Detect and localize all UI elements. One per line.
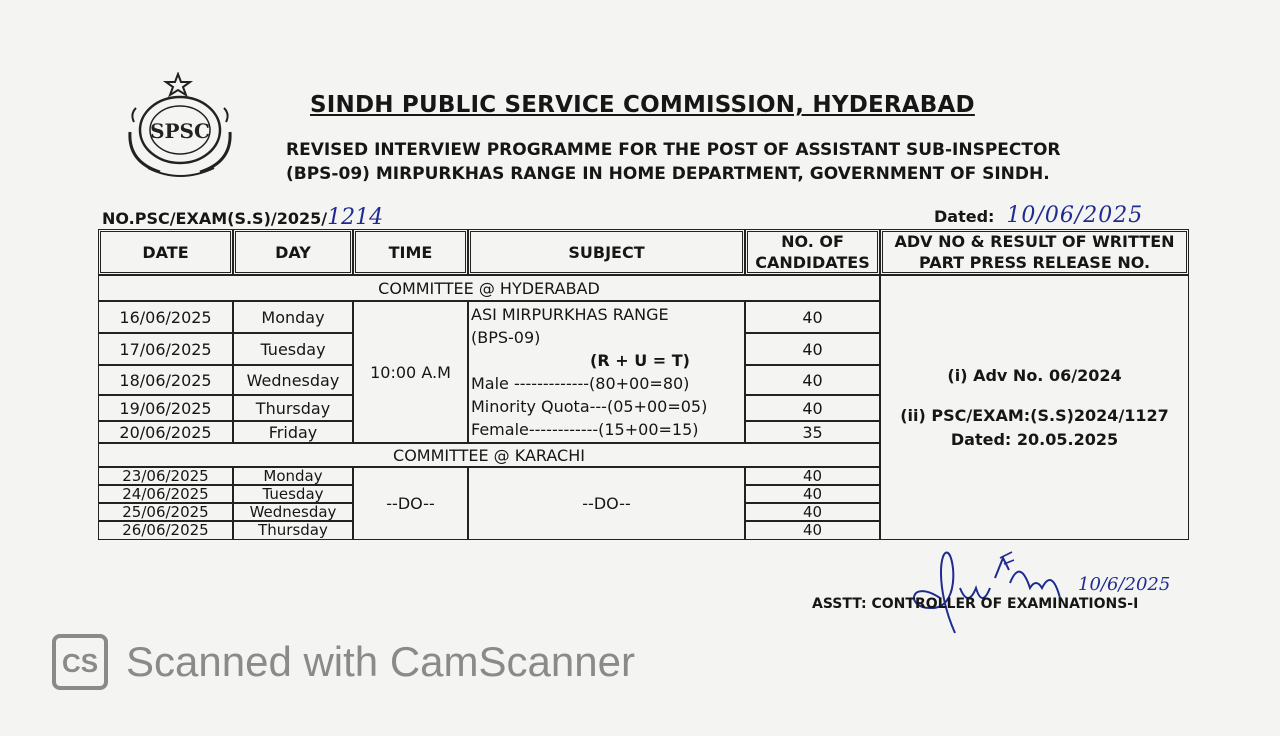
- table-row-date: 16/06/2025: [98, 301, 233, 333]
- adv-result-details: [880, 275, 1189, 540]
- document-subtitle: [286, 138, 1106, 186]
- svg-text:SPSC: SPSC: [150, 119, 210, 143]
- reference-number: [102, 205, 383, 230]
- table-row-date: 23/06/2025: [98, 467, 233, 485]
- table-row-day: Monday: [233, 467, 353, 485]
- table-row-day: Tuesday: [233, 333, 353, 365]
- reference-handwritten-number: 1214: [327, 205, 384, 230]
- karachi-time: --DO--: [353, 467, 468, 540]
- table-row-day: Thursday: [233, 395, 353, 421]
- svg-text:10/6/2025: 10/6/2025: [1078, 574, 1171, 595]
- camscanner-watermark-text: Scanned with CamScanner: [126, 638, 635, 685]
- table-row-candidates: 40: [745, 395, 880, 421]
- table-row-date: 20/06/2025: [98, 421, 233, 443]
- header-time: TIME: [353, 229, 468, 275]
- subject-male-quota: Male -------------(80+00=80): [471, 374, 690, 393]
- header-date: DATE: [98, 229, 233, 275]
- header-candidates: NO. OF CANDIDATES: [745, 229, 880, 275]
- dated-handwritten: 10/06/2025: [1006, 203, 1144, 228]
- document-title: SINDH PUBLIC SERVICE COMMISSION, HYDERABAD: [310, 92, 975, 118]
- subject-line-1: ASI MIRPURKHAS RANGE: [471, 305, 669, 324]
- table-row-candidates: 40: [745, 365, 880, 395]
- adv-line-1: (i) Adv No. 06/2024: [947, 365, 1122, 385]
- subject-formula: (R + U = T): [590, 351, 690, 370]
- table-row-candidates: 35: [745, 421, 880, 443]
- committee-hyderabad-band: COMMITTEE @ HYDERABAD: [98, 275, 880, 301]
- table-row-day: Friday: [233, 421, 353, 443]
- subject-minority-quota: Minority Quota---(05+00=05): [471, 397, 708, 416]
- subtitle-line-1: REVISED INTERVIEW PROGRAMME FOR THE POST OF ASSISTANT SUB-INSPECTOR: [286, 140, 1061, 160]
- interview-schedule-table: [98, 229, 1189, 540]
- document-date: [934, 203, 1143, 228]
- header-adv-result: ADV NO & RESULT OF WRITTEN PART PRESS RELEASE NO.: [880, 229, 1189, 275]
- adv-line-2: (ii) PSC/EXAM:(S.S)2024/1127: [900, 405, 1169, 425]
- reference-label: NO.PSC/EXAM(S.S)/2025/: [102, 209, 328, 228]
- table-row-candidates: 40: [745, 485, 880, 503]
- karachi-subject: --DO--: [468, 467, 745, 540]
- table-row-date: 18/06/2025: [98, 365, 233, 395]
- table-row-date: 26/06/2025: [98, 521, 233, 540]
- table-row-candidates: 40: [745, 467, 880, 485]
- table-row-date: 19/06/2025: [98, 395, 233, 421]
- table-row-day: Tuesday: [233, 485, 353, 503]
- table-row-date: 24/06/2025: [98, 485, 233, 503]
- signer-title: ASSTT: CONTROLLER OF EXAMINATIONS-I: [812, 596, 1139, 612]
- table-row-day: Wednesday: [233, 503, 353, 521]
- table-row-candidates: 40: [745, 333, 880, 365]
- subject-line-2: (BPS-09): [471, 328, 541, 347]
- subtitle-line-2: (BPS-09) MIRPURKHAS RANGE IN HOME DEPARTMENT, GOVERNMENT OF SINDH.: [286, 164, 1050, 184]
- committee-karachi-band: COMMITTEE @ KARACHI: [98, 443, 880, 467]
- table-row-candidates: 40: [745, 521, 880, 540]
- table-row-candidates: 40: [745, 503, 880, 521]
- hyderabad-time: 10:00 A.M: [353, 301, 468, 443]
- camscanner-logo-icon: [52, 634, 108, 690]
- header-day: DAY: [233, 229, 353, 275]
- table-row-candidates: 40: [745, 301, 880, 333]
- table-row-day: Monday: [233, 301, 353, 333]
- table-row-day: Thursday: [233, 521, 353, 540]
- handwritten-signature: [900, 548, 1190, 638]
- table-row-date: 25/06/2025: [98, 503, 233, 521]
- subject-female-quota: Female------------(15+00=15): [471, 420, 699, 439]
- table-row-date: 17/06/2025: [98, 333, 233, 365]
- subject-details: [468, 301, 745, 443]
- dated-label: Dated:: [934, 207, 995, 226]
- table-row-day: Wednesday: [233, 365, 353, 395]
- header-subject: SUBJECT: [468, 229, 745, 275]
- spsc-seal-logo: [120, 72, 244, 182]
- adv-line-3: Dated: 20.05.2025: [950, 429, 1119, 449]
- svg-text:CS: CS: [61, 648, 99, 678]
